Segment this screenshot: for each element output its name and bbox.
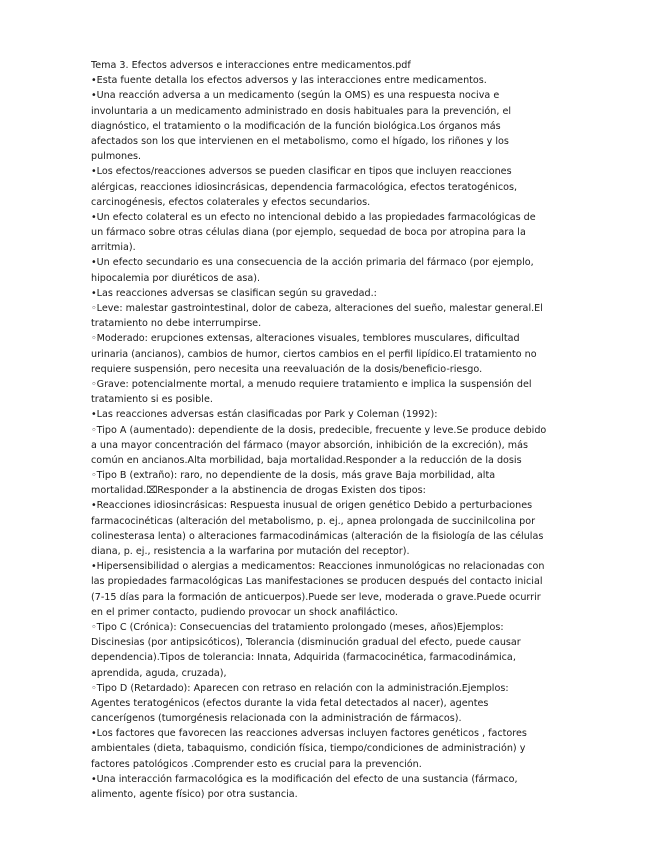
text-line: tratamiento no debe interrumpirse. (91, 318, 262, 330)
text-line: diana, p. ej., resistencia a la warfarina por mutación del receptor). (91, 546, 410, 557)
text-line: involuntaria a un medicamento administrado en dosis habituales para la prevención, el (91, 105, 512, 117)
text-line: hipocalemia por diuréticos de asa). (91, 272, 261, 284)
text-line: ◦Tipo A (aumentado): dependiente de la dosis, predecible, frecuente y leve.Se produce debido (91, 424, 547, 436)
text-line: ambientales (dieta, tabaquismo, condición física, tiempo/condiciones de administración) y (91, 743, 526, 755)
text-line: ◦Tipo C (Crónica): Consecuencias del tratamiento prolongado (meses, años)Ejemplos: (91, 621, 504, 633)
text-line: •Una interacción farmacológica es la modificación del efecto de una sustancia (fármaco, (91, 773, 518, 785)
text-line: carcinogénesis, efectos colaterales y efectos secundarios. (91, 196, 371, 208)
text-line: pulmones. (91, 151, 142, 163)
document-body (91, 58, 561, 802)
text-line: •Una reacción adversa a un medicamento (según la OMS) es una respuesta nociva e (91, 90, 500, 102)
text-line: a una mayor concentración del fármaco (mayor absorción, inhibición de la excreción), más (91, 439, 528, 451)
text-line: alimento, agente físico) por otra sustancia. (91, 789, 298, 800)
text-line: en el primer contacto, pudiendo provocar un shock anafiláctico. (91, 606, 398, 618)
text-line: •Los efectos/reacciones adversos se pueden clasificar en tipos que incluyen reacciones (91, 166, 512, 178)
text-line: las propiedades farmacológicas Las manifestaciones se producen después del contacto inicial (91, 576, 543, 588)
text-line: común en ancianos.Alta morbilidad, baja mortalidad.Responder a la reducción de la dosis (91, 454, 522, 466)
text-line: requiere suspensión, pero necesita una reevaluación de la dosis/beneficio-riesgo. (91, 363, 483, 375)
text-line: ◦Moderado: erupciones extensas, alteraciones visuales, temblores musculares, dificultad (91, 333, 520, 345)
text-line: (7-15 días para la formación de anticuerpos).Puede ser leve, moderada o grave.Puede ocurrir (91, 591, 541, 603)
text-line: aprendida, aguda, cruzada), (91, 667, 227, 679)
text-line: arritmia). (91, 242, 136, 254)
text-line: Agentes teratogénicos (efectos durante la vida fetal detectados al nacer), agentes (91, 697, 489, 709)
text-line: •Esta fuente detalla los efectos adversos y las interacciones entre medicamentos. (91, 75, 487, 87)
text-line: cancerígenos (tumorgénesis relacionada con la administración de fármacos). (91, 713, 462, 725)
text-line: alérgicas, reacciones idiosincrásicas, dependencia farmacológica, efectos teratogénicos, (91, 181, 518, 193)
text-line: tratamiento si es posible. (91, 394, 213, 406)
text-line: •Hipersensibilidad o alergias a medicamentos: Reacciones inmunológicas no relacionadas con (91, 561, 545, 573)
text-line: ◦Grave: potencialmente mortal, a menudo requiere tratamiento e implica la suspensión del (91, 378, 532, 390)
document-title: Tema 3. Efectos adversos e interacciones entre medicamentos.pdf (91, 60, 411, 71)
text-line: mortalidad.⌧Responder a la abstinencia de drogas Existen dos tipos: (91, 485, 426, 497)
text-line: •Un efecto colateral es un efecto no intencional debido a las propiedades farmacológicas de (91, 211, 536, 223)
text-line: •Un efecto secundario es una consecuencia de la acción primaria del fármaco (por ejemplo, (91, 257, 534, 269)
text-line: afectados son los que intervienen en el metabolismo, como el hígado, los riñones y los (91, 135, 509, 147)
text-line: •Reacciones idiosincrásicas: Respuesta inusual de origen genético Debido a perturbaciones (91, 500, 533, 512)
text-line: urinaria (ancianos), cambios de humor, ciertos cambios en el perfil lipídico.El tratamiento no (91, 348, 537, 360)
text-line: factores patológicos .Comprender esto es crucial para la prevención. (91, 758, 422, 770)
text-line: un fármaco sobre otras células diana (por ejemplo, sequedad de boca por atropina para la (91, 227, 526, 239)
text-line: ◦Leve: malestar gastrointestinal, dolor de cabeza, alteraciones del sueño, malestar general.El (91, 303, 543, 314)
text-line: •Las reacciones adversas están clasificadas por Park y Coleman (1992): (91, 409, 438, 421)
text-line: diagnóstico, el tratamiento o la modificación de la función biológica.Los órganos más (91, 120, 501, 132)
text-line: farmacocinéticas (alteración del metabolismo, p. ej., apnea prolongada de succinilcolina por (91, 515, 536, 527)
text-line: •Las reacciones adversas se clasifican según su gravedad.: (91, 287, 377, 299)
text-line: ◦Tipo D (Retardado): Aparecen con retraso en relación con la administración.Ejemplos: (91, 682, 509, 694)
text-line: dependencia).Tipos de tolerancia: Innata, Adquirida (farmacocinética, farmacodinámica, (91, 652, 516, 664)
text-line: ◦Tipo B (extraño): raro, no dependiente de la dosis, más grave Baja morbilidad, alta (91, 470, 496, 482)
text-line: •Los factores que favorecen las reacciones adversas incluyen factores genéticos , factores (91, 728, 527, 740)
text-line: colinesterasa lenta) o alteraciones farmacodinámicas (alteración de la fisiología de las células (91, 530, 544, 542)
text-line: Discinesias (por antipsicóticos), Tolerancia (disminución gradual del efecto, puede causar (91, 637, 521, 649)
